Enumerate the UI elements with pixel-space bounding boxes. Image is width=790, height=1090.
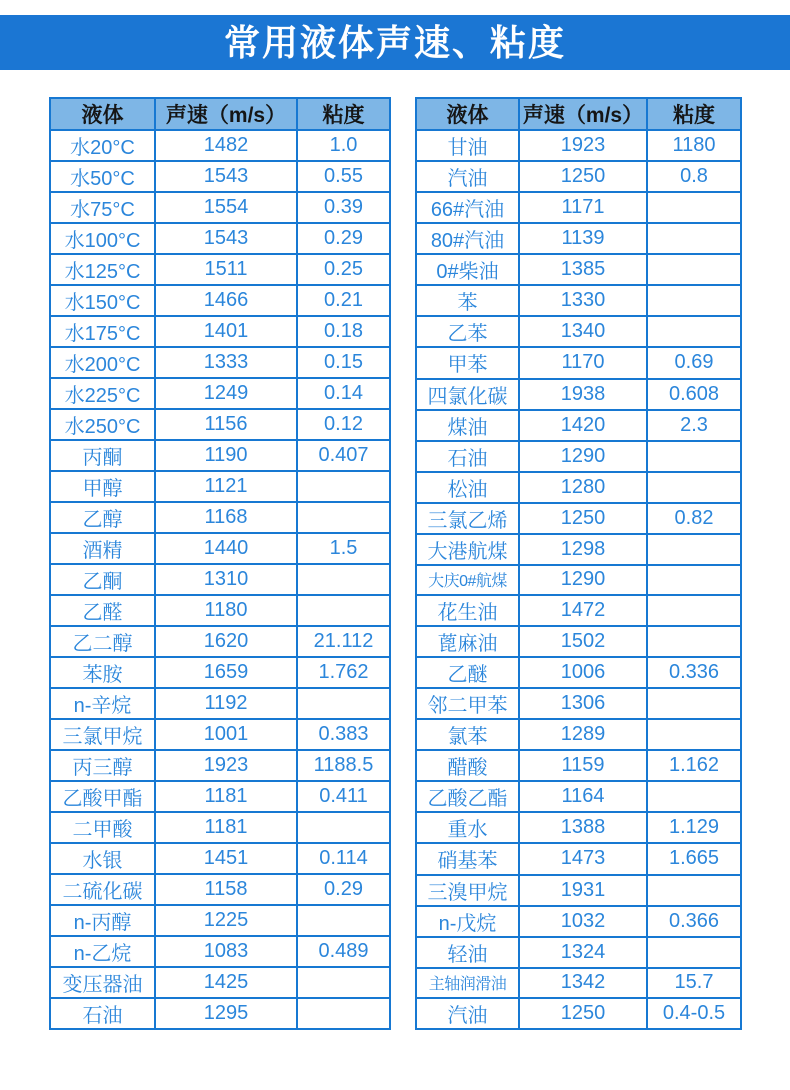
- liquid-name-cell: 0#柴油: [416, 254, 519, 285]
- viscosity-cell: 0.489: [297, 936, 390, 967]
- liquid-name-cell: 酒精: [50, 533, 155, 564]
- liquid-name-cell: 二甲酸: [50, 812, 155, 843]
- table-row: [50, 905, 390, 936]
- viscosity-column-header: 粘度: [647, 98, 741, 130]
- viscosity-cell: 0.18: [297, 316, 390, 347]
- viscosity-cell: 0.82: [647, 503, 741, 534]
- sound-speed-cell: 1451: [155, 843, 297, 874]
- title-bar: [0, 15, 790, 70]
- viscosity-cell: 1.5: [297, 533, 390, 564]
- liquid-name-cell: 水20°C: [50, 130, 155, 161]
- liquid-name-cell: 66#汽油: [416, 192, 519, 223]
- sound-speed-cell: 1164: [519, 781, 647, 812]
- sound-speed-cell: 1006: [519, 657, 647, 688]
- table-row: [416, 441, 741, 472]
- liquid-name-cell: 水175°C: [50, 316, 155, 347]
- viscosity-cell: 1.665: [647, 843, 741, 874]
- viscosity-cell: 0.69: [647, 347, 741, 378]
- liquid-name-cell: 蓖麻油: [416, 626, 519, 657]
- sound-speed-cell: 1250: [519, 161, 647, 192]
- table-row: [50, 254, 390, 285]
- table-row: [416, 503, 741, 534]
- liquid-name-cell: 甲苯: [416, 347, 519, 378]
- viscosity-cell: 15.7: [647, 968, 741, 998]
- liquid-name-cell: n-乙烷: [50, 936, 155, 967]
- viscosity-cell: 0.8: [647, 161, 741, 192]
- viscosity-cell: [297, 471, 390, 502]
- sound-speed-cell: 1170: [519, 347, 647, 378]
- table-row: [50, 471, 390, 502]
- liquid-name-cell: 三氯乙烯: [416, 503, 519, 534]
- viscosity-cell: [647, 534, 741, 565]
- sound-speed-column-header: 声速（m/s）: [155, 98, 297, 130]
- sound-speed-cell: 1181: [155, 812, 297, 843]
- sound-speed-cell: 1333: [155, 347, 297, 378]
- viscosity-cell: 0.336: [647, 657, 741, 688]
- viscosity-cell: 0.25: [297, 254, 390, 285]
- table-row: [50, 781, 390, 812]
- table-row: [50, 533, 390, 564]
- sound-speed-cell: 1330: [519, 285, 647, 316]
- viscosity-cell: [647, 595, 741, 626]
- sound-speed-cell: 1250: [519, 503, 647, 534]
- table-row: [50, 378, 390, 409]
- liquid-column-header: 液体: [50, 98, 155, 130]
- sound-speed-cell: 1249: [155, 378, 297, 409]
- liquid-name-cell: 大庆0#航煤: [416, 565, 519, 595]
- table-row: [416, 285, 741, 316]
- table-row: [416, 534, 741, 565]
- liquid-name-cell: 水225°C: [50, 378, 155, 409]
- table-row: [416, 843, 741, 874]
- liquid-name-cell: n-丙醇: [50, 905, 155, 936]
- viscosity-cell: [297, 998, 390, 1029]
- sound-speed-cell: 1250: [519, 998, 647, 1029]
- sound-speed-cell: 1923: [519, 130, 647, 161]
- viscosity-cell: [647, 223, 741, 254]
- table-row: [50, 936, 390, 967]
- viscosity-cell: 0.29: [297, 874, 390, 905]
- sound-speed-cell: 1466: [155, 285, 297, 316]
- viscosity-cell: 1180: [647, 130, 741, 161]
- liquids-table-right: [415, 97, 742, 1030]
- sound-speed-cell: 1324: [519, 937, 647, 968]
- viscosity-cell: 0.366: [647, 906, 741, 937]
- header-row: [50, 98, 390, 130]
- liquid-name-cell: n-戊烷: [416, 906, 519, 937]
- sound-speed-cell: 1440: [155, 533, 297, 564]
- table-row: [50, 347, 390, 378]
- liquid-name-cell: 水150°C: [50, 285, 155, 316]
- viscosity-cell: [647, 192, 741, 223]
- liquid-name-cell: 水50°C: [50, 161, 155, 192]
- table-row: [50, 316, 390, 347]
- viscosity-cell: [297, 905, 390, 936]
- sound-speed-cell: 1139: [519, 223, 647, 254]
- liquid-name-cell: 汽油: [416, 998, 519, 1029]
- table-row: [50, 812, 390, 843]
- viscosity-cell: [647, 441, 741, 472]
- viscosity-cell: [647, 875, 741, 906]
- sound-speed-cell: 1083: [155, 936, 297, 967]
- table-row: [416, 410, 741, 441]
- sound-speed-cell: 1032: [519, 906, 647, 937]
- liquid-name-cell: 水250°C: [50, 409, 155, 440]
- liquid-name-cell: 乙酸甲酯: [50, 781, 155, 812]
- viscosity-cell: [647, 472, 741, 503]
- table-row: [50, 130, 390, 161]
- table-row: [50, 626, 390, 657]
- liquid-name-cell: 大港航煤: [416, 534, 519, 565]
- liquid-name-cell: 丙酮: [50, 440, 155, 471]
- viscosity-cell: [297, 967, 390, 998]
- viscosity-cell: 2.3: [647, 410, 741, 441]
- viscosity-cell: 0.4-0.5: [647, 998, 741, 1029]
- viscosity-cell: 1.762: [297, 657, 390, 688]
- liquid-name-cell: 水银: [50, 843, 155, 874]
- liquid-name-cell: n-辛烷: [50, 688, 155, 719]
- liquid-name-cell: 乙酸乙酯: [416, 781, 519, 812]
- liquid-name-cell: 石油: [50, 998, 155, 1029]
- liquid-name-cell: 乙酮: [50, 564, 155, 595]
- liquid-name-cell: 乙苯: [416, 316, 519, 347]
- sound-speed-cell: 1306: [519, 688, 647, 719]
- liquid-name-cell: 硝基苯: [416, 843, 519, 874]
- sound-speed-cell: 1543: [155, 161, 297, 192]
- sound-speed-cell: 1181: [155, 781, 297, 812]
- table-row: [416, 906, 741, 937]
- sound-speed-cell: 1290: [519, 565, 647, 595]
- liquid-name-cell: 三氯甲烷: [50, 719, 155, 750]
- liquid-name-cell: 氯苯: [416, 719, 519, 750]
- sound-speed-column-header: 声速（m/s）: [519, 98, 647, 130]
- table-row: [416, 595, 741, 626]
- sound-speed-cell: 1289: [519, 719, 647, 750]
- viscosity-cell: 0.15: [297, 347, 390, 378]
- liquid-name-cell: 甲醇: [50, 471, 155, 502]
- liquid-name-cell: 水200°C: [50, 347, 155, 378]
- sound-speed-cell: 1190: [155, 440, 297, 471]
- sound-speed-cell: 1543: [155, 223, 297, 254]
- table-row: [416, 254, 741, 285]
- sound-speed-cell: 1298: [519, 534, 647, 565]
- sound-speed-cell: 1340: [519, 316, 647, 347]
- sound-speed-cell: 1180: [155, 595, 297, 626]
- sound-speed-cell: 1225: [155, 905, 297, 936]
- liquid-name-cell: 松油: [416, 472, 519, 503]
- table-row: [50, 192, 390, 223]
- table-row: [416, 688, 741, 719]
- viscosity-cell: 1.162: [647, 750, 741, 781]
- liquid-name-cell: 变压器油: [50, 967, 155, 998]
- liquid-name-cell: 水75°C: [50, 192, 155, 223]
- sound-speed-cell: 1620: [155, 626, 297, 657]
- sound-speed-cell: 1482: [155, 130, 297, 161]
- table-row: [50, 843, 390, 874]
- table-row: [50, 750, 390, 781]
- table-row: [416, 161, 741, 192]
- table-row: [416, 812, 741, 843]
- liquid-name-cell: 花生油: [416, 595, 519, 626]
- liquid-name-cell: 苯胺: [50, 657, 155, 688]
- table-row: [50, 688, 390, 719]
- viscosity-column-header: 粘度: [297, 98, 390, 130]
- table-row: [50, 719, 390, 750]
- table-row: [50, 998, 390, 1029]
- sound-speed-cell: 1158: [155, 874, 297, 905]
- sound-speed-cell: 1420: [519, 410, 647, 441]
- table-row: [50, 967, 390, 998]
- sound-speed-cell: 1295: [155, 998, 297, 1029]
- sound-speed-cell: 1156: [155, 409, 297, 440]
- liquid-name-cell: 水100°C: [50, 223, 155, 254]
- viscosity-cell: [297, 564, 390, 595]
- table-row: [416, 130, 741, 161]
- viscosity-cell: [647, 254, 741, 285]
- sound-speed-cell: 1388: [519, 812, 647, 843]
- table-row: [416, 347, 741, 378]
- table-row: [416, 657, 741, 688]
- viscosity-cell: 0.55: [297, 161, 390, 192]
- liquid-name-cell: 邻二甲苯: [416, 688, 519, 719]
- viscosity-cell: 0.608: [647, 379, 741, 410]
- sound-speed-cell: 1554: [155, 192, 297, 223]
- page-title: 常用液体声速、粘度: [223, 22, 566, 63]
- liquid-name-cell: 重水: [416, 812, 519, 843]
- sound-speed-cell: 1290: [519, 441, 647, 472]
- viscosity-cell: [647, 285, 741, 316]
- viscosity-cell: [647, 565, 741, 595]
- table-row: [416, 968, 741, 998]
- table-row: [416, 223, 741, 254]
- viscosity-cell: 0.29: [297, 223, 390, 254]
- table-row: [416, 316, 741, 347]
- table-row: [416, 875, 741, 906]
- sound-speed-cell: 1938: [519, 379, 647, 410]
- liquid-column-header: 液体: [416, 98, 519, 130]
- viscosity-cell: 0.39: [297, 192, 390, 223]
- viscosity-cell: 0.21: [297, 285, 390, 316]
- sound-speed-cell: 1385: [519, 254, 647, 285]
- sound-speed-cell: 1280: [519, 472, 647, 503]
- sound-speed-cell: 1159: [519, 750, 647, 781]
- liquid-name-cell: 苯: [416, 285, 519, 316]
- liquid-name-cell: 乙醚: [416, 657, 519, 688]
- viscosity-cell: [297, 812, 390, 843]
- viscosity-cell: 0.383: [297, 719, 390, 750]
- liquid-name-cell: 丙三醇: [50, 750, 155, 781]
- viscosity-cell: 1.0: [297, 130, 390, 161]
- table-row: [416, 472, 741, 503]
- sound-speed-cell: 1425: [155, 967, 297, 998]
- sound-speed-cell: 1342: [519, 968, 647, 998]
- viscosity-cell: 0.407: [297, 440, 390, 471]
- sound-speed-cell: 1401: [155, 316, 297, 347]
- viscosity-cell: [647, 688, 741, 719]
- table-row: [50, 502, 390, 533]
- tables-container: [49, 97, 742, 1030]
- viscosity-cell: 1188.5: [297, 750, 390, 781]
- viscosity-cell: 0.114: [297, 843, 390, 874]
- sound-speed-cell: 1931: [519, 875, 647, 906]
- viscosity-cell: [647, 937, 741, 968]
- liquids-table-left: [49, 97, 391, 1030]
- sound-speed-cell: 1310: [155, 564, 297, 595]
- viscosity-cell: [297, 595, 390, 626]
- sound-speed-cell: 1168: [155, 502, 297, 533]
- liquid-name-cell: 三溴甲烷: [416, 875, 519, 906]
- liquid-name-cell: 醋酸: [416, 750, 519, 781]
- table-row: [50, 285, 390, 316]
- table-row: [416, 750, 741, 781]
- sound-speed-cell: 1502: [519, 626, 647, 657]
- viscosity-cell: 0.411: [297, 781, 390, 812]
- table-row: [416, 998, 741, 1029]
- viscosity-cell: [297, 688, 390, 719]
- liquid-name-cell: 主轴润滑油: [416, 968, 519, 998]
- liquid-name-cell: 二硫化碳: [50, 874, 155, 905]
- viscosity-cell: 1.129: [647, 812, 741, 843]
- viscosity-cell: 0.14: [297, 378, 390, 409]
- liquid-name-cell: 煤油: [416, 410, 519, 441]
- header-row: [416, 98, 741, 130]
- table-row: [50, 409, 390, 440]
- sound-speed-cell: 1923: [155, 750, 297, 781]
- table-row: [50, 161, 390, 192]
- table-row: [50, 564, 390, 595]
- liquid-name-cell: 乙二醇: [50, 626, 155, 657]
- liquid-name-cell: 乙醛: [50, 595, 155, 626]
- table-row: [50, 223, 390, 254]
- liquid-name-cell: 石油: [416, 441, 519, 472]
- viscosity-cell: 21.112: [297, 626, 390, 657]
- sound-speed-cell: 1473: [519, 843, 647, 874]
- table-row: [50, 440, 390, 471]
- liquid-name-cell: 乙醇: [50, 502, 155, 533]
- liquid-name-cell: 汽油: [416, 161, 519, 192]
- table-row: [416, 626, 741, 657]
- sound-speed-cell: 1511: [155, 254, 297, 285]
- table-row: [50, 874, 390, 905]
- liquid-name-cell: 甘油: [416, 130, 519, 161]
- table-row: [416, 781, 741, 812]
- liquid-name-cell: 水125°C: [50, 254, 155, 285]
- sound-speed-cell: 1171: [519, 192, 647, 223]
- sound-speed-cell: 1659: [155, 657, 297, 688]
- sound-speed-cell: 1472: [519, 595, 647, 626]
- viscosity-cell: [647, 781, 741, 812]
- sound-speed-cell: 1121: [155, 471, 297, 502]
- liquid-name-cell: 80#汽油: [416, 223, 519, 254]
- viscosity-cell: [297, 502, 390, 533]
- viscosity-cell: [647, 719, 741, 750]
- viscosity-cell: [647, 316, 741, 347]
- sound-speed-cell: 1192: [155, 688, 297, 719]
- table-row: [50, 595, 390, 626]
- liquid-name-cell: 四氯化碳: [416, 379, 519, 410]
- table-row: [416, 719, 741, 750]
- viscosity-cell: [647, 626, 741, 657]
- table-row: [416, 937, 741, 968]
- table-row: [416, 192, 741, 223]
- viscosity-cell: 0.12: [297, 409, 390, 440]
- table-row: [50, 657, 390, 688]
- table-row: [416, 565, 741, 595]
- liquid-name-cell: 轻油: [416, 937, 519, 968]
- sound-speed-cell: 1001: [155, 719, 297, 750]
- table-row: [416, 379, 741, 410]
